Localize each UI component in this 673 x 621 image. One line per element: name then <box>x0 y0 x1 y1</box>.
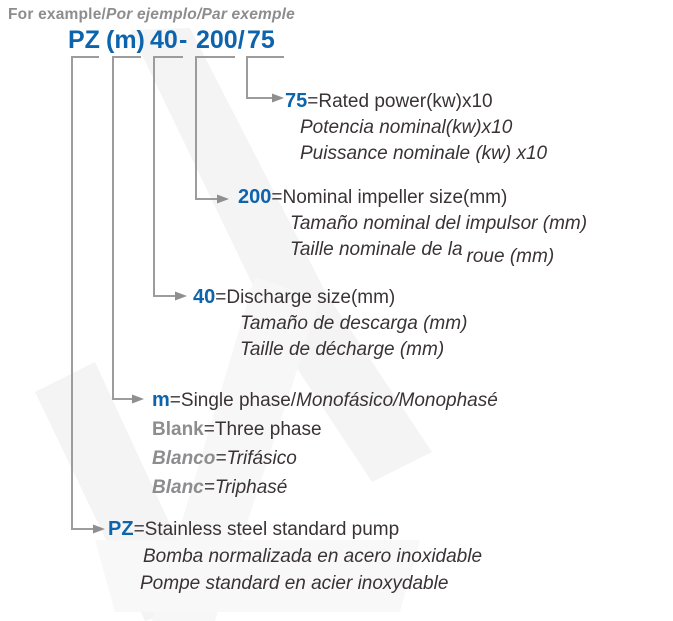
blanc-label: Blanc <box>152 477 204 498</box>
discharge-fr: Taille de décharge (mm) <box>240 339 445 360</box>
model-code-part-75: 75 <box>247 26 275 54</box>
model-code-part-pz: PZ <box>68 26 100 54</box>
impeller-fr-drop: roue (mm) <box>466 246 555 267</box>
arrow-right-icon <box>93 525 105 534</box>
rated-power-en: =Rated power(kw)x10 <box>307 91 493 112</box>
connector-line-75 <box>247 57 284 98</box>
phase-en-plain: =Single phase/ <box>169 390 297 411</box>
connector-line-200 <box>196 57 235 199</box>
impeller-es: Tamaño nominal del impulsor (mm) <box>290 213 588 234</box>
model-code-part-200: 200/ <box>196 26 245 54</box>
pump-en: =Stainless steel standard pump <box>133 519 400 540</box>
impeller-fr <box>290 237 587 267</box>
blanco-value: =Trifásico <box>215 448 297 469</box>
blank-value: =Three phase <box>203 419 322 440</box>
example-header-plain: For example/ <box>8 6 107 23</box>
blank-label: Blank <box>152 419 204 440</box>
phase-en-italic: Monofásico/Monophasé <box>296 390 498 411</box>
code-75: 75 <box>285 90 308 112</box>
code-m: m <box>152 389 170 411</box>
code-40: 40 <box>193 286 216 308</box>
impeller-fr-main: Taille nominale de la <box>290 239 463 260</box>
blanco-label: Blanco <box>152 448 216 469</box>
code-200: 200 <box>238 186 272 208</box>
arrow-right-icon <box>175 292 187 301</box>
impeller-en: =Nominal impeller size(mm) <box>271 187 508 208</box>
legend-discharge-size <box>193 284 467 363</box>
blanc-value: =Triphasé <box>203 477 288 498</box>
arrow-right-icon <box>272 94 284 103</box>
rated-power-fr: Puissance nominale (kw) x10 <box>300 143 548 164</box>
pump-es: Bomba normalizada en acero inoxidable <box>143 546 483 567</box>
legend-phase <box>152 386 498 502</box>
discharge-es: Tamaño de descarga (mm) <box>240 313 468 334</box>
model-code-part-dash: - <box>179 26 188 54</box>
rated-power-es: Potencia nominal(kw)x10 <box>300 117 513 138</box>
connector-line-40 <box>154 57 183 296</box>
connector-line-m <box>113 57 141 399</box>
model-code-part-40: 40 <box>150 26 178 54</box>
example-header <box>8 6 295 24</box>
connector-line-pz <box>72 57 99 529</box>
arrow-right-icon <box>217 195 229 204</box>
legend-impeller-size <box>238 184 588 267</box>
model-code-part-m: (m) <box>106 26 145 54</box>
example-header-italic: Por ejemplo/Par exemple <box>106 6 295 23</box>
discharge-en: =Discharge size(mm) <box>215 287 396 308</box>
code-pz: PZ <box>108 518 134 540</box>
arrow-right-icon <box>132 395 144 404</box>
pump-fr: Pompe standard en acier inoxydable <box>140 573 449 594</box>
legend-pump-type <box>108 516 482 597</box>
legend-rated-power <box>285 88 547 167</box>
